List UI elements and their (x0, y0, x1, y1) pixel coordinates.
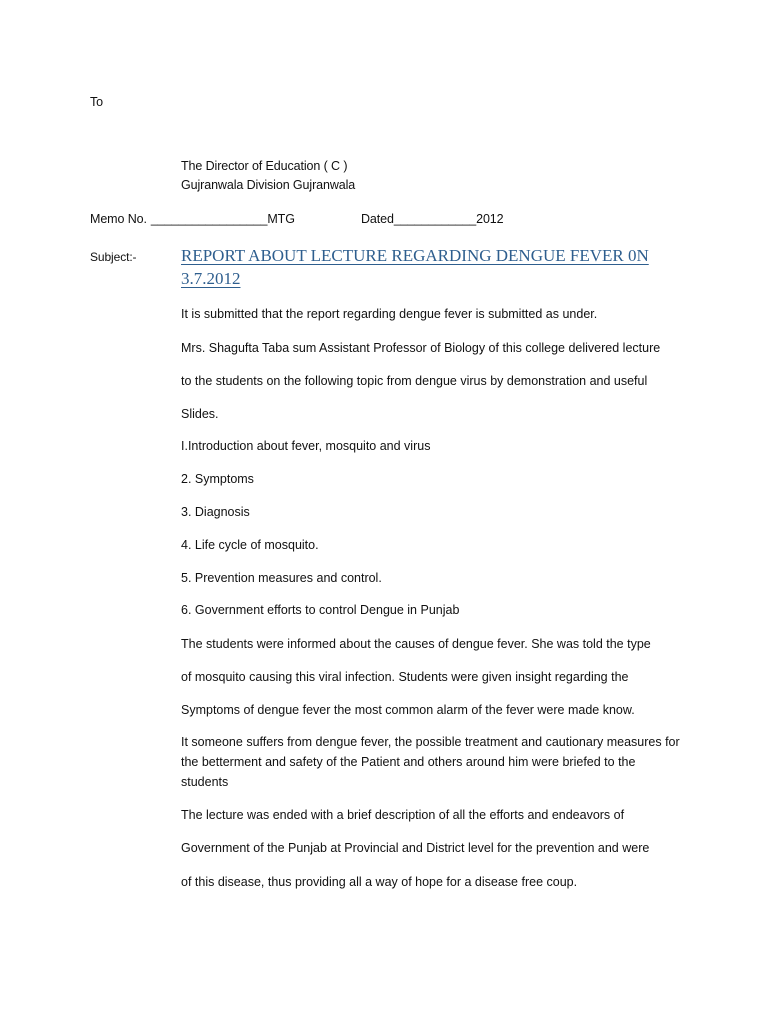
dated-year: 2012 (476, 212, 504, 226)
topic-item: 2. Symptoms (181, 472, 254, 486)
memo-number-line (90, 212, 295, 226)
memo-code: MTG (267, 212, 295, 226)
informed-line-1: The students were informed about the causes of dengue fever. She was told the type (181, 637, 651, 651)
dated-blank: ____________ (393, 212, 477, 226)
topic-item: 5. Prevention measures and control. (181, 571, 382, 585)
memo-blank: _________________ (150, 212, 268, 226)
intro-paragraph: It is submitted that the report regarding dengue fever is submitted as under. (181, 307, 598, 321)
lecture-line-1: Mrs. Shagufta Taba sum Assistant Professor of Biology of this college delivered lecture (181, 341, 661, 355)
suffers-paragraph: It someone suffers from dengue fever, the possible treatment and cautionary measures for the betterment and safety of the Patient and others around him were briefed to the students (181, 735, 680, 789)
topic-item: 6. Government efforts to control Dengue in Punjab (181, 603, 460, 617)
address-line-2: Gujranwala Division Gujranwala (181, 178, 356, 192)
subject-label: Subject:- (90, 250, 137, 264)
ended-line-3: of this disease, thus providing all a way of hope for a disease free coup. (181, 875, 578, 889)
dated-line (361, 212, 504, 226)
topic-item: I.Introduction about fever, mosquito and virus (181, 439, 431, 453)
dated-label: Dated (361, 212, 394, 226)
subject-title: REPORT ABOUT LECTURE REGARDING DENGUE FEVER 0N 3.7.2012 (181, 246, 649, 288)
informed-line-3: Symptoms of dengue fever the most common alarm of the fever were made know. (181, 703, 635, 717)
memo-label: Memo No. (90, 212, 147, 226)
ended-line-2: Government of the Punjab at Provincial and District level for the prevention and were (181, 841, 650, 855)
topic-item: 4. Life cycle of mosquito. (181, 538, 319, 552)
address-line-1: The Director of Education ( C ) (181, 159, 348, 173)
lecture-line-2: to the students on the following topic from dengue virus by demonstration and useful (181, 374, 648, 388)
to-label: To (90, 95, 104, 109)
ended-line-1: The lecture was ended with a brief description of all the efforts and endeavors of (181, 808, 625, 822)
topic-item: 3. Diagnosis (181, 505, 250, 519)
informed-line-2: of mosquito causing this viral infection. Students were given insight regarding the (181, 670, 629, 684)
lecture-line-3: Slides. (181, 407, 219, 421)
